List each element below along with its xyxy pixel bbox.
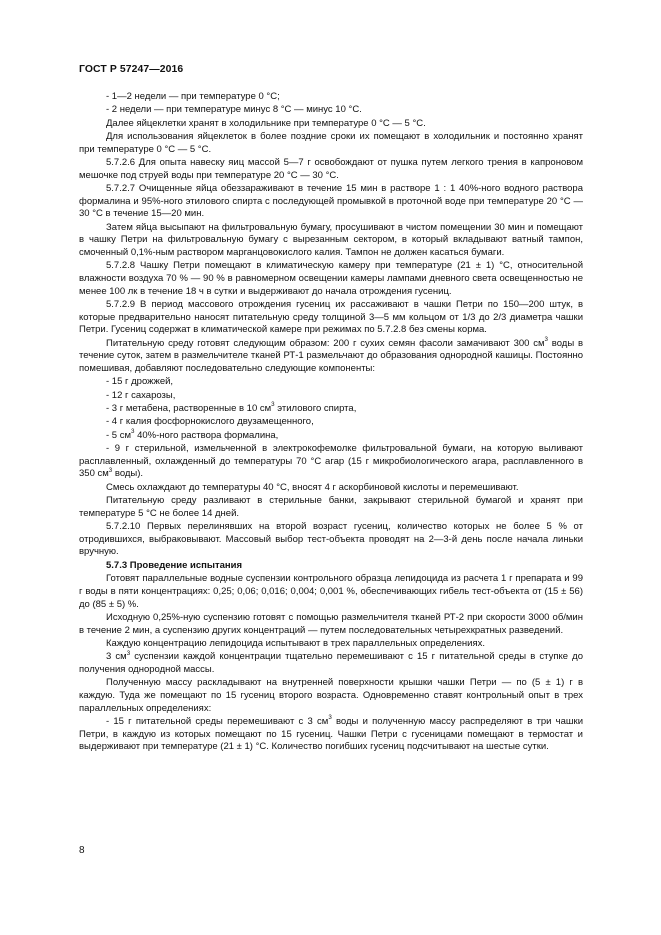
paragraph: 5.7.2.9 В период массового отрождения гусениц их рассаживают в чашки Петри по 150—200 штук, в которые предварительно наносят питательную среду толщиной 3—5 мм кольцом от 1/3 до 2/3 диаметра чашки Петри. Гусениц содержат в климатической камере при режимах по 5.7.2.8 без смены корма. [79,299,583,336]
paragraph: Затем яйца высыпают на фильтровальную бумагу, просушивают в чистом помещении 30 мин и помещают в чашку Петри на фильтровальную бумагу с вырезанным сектором, в который вкладывают ватный тампон, смоченный 0,1%-ным раствором марганцовокислого калия. Тампон не должен касаться бумаги. [79,221,583,258]
paragraph: Питательную среду готовят следующим образом: 200 г сухих семян фасоли замачивают 300 $см^3$ воды в течение суток, затем в размельчителе тканей РТ-1 размельчают до образования однородной кашицы. Постоянно помешивая, добавляют последовательно следующие компоненты: [79,336,584,375]
document-body [79,91,583,755]
list-item: - 12 г сахарозы, [106,389,176,401]
superscript-3: 3 [131,428,135,436]
section-heading: 5.7.3 Проведение испытания [106,560,243,571]
paragraph: Каждую концентрацию лепидоцида испытывают в трех параллельных определениях. [106,638,485,649]
page-number: 8 [79,845,85,856]
paragraph: 5.7.2.8 Чашку Петри помещают в климатическую камеру при температуре (21 ± 1) °С, относительной влажности воздуха 70 % — 90 % в равномерном освещении камеры лампами дневного света освещенностью не менее 100 лк в течение 18 ч в сутки и выдерживают до начала отрождения гусениц. [79,260,583,297]
list-item: - 15 г дрожжей, [106,376,174,388]
paragraph: Смесь охлаждают до температуры 40 °С, вносят 4 г аскорбиновой кислоты и перемешивают. [106,481,519,493]
paragraph: 3 $см^3$ суспензии каждой концентрации тщательно перемешивают с 15 г питательной среды в ступке до получения однородной массы. [79,649,583,675]
standard-header: ГОСТ Р 57247—2016 [79,64,184,75]
paragraph: Исходную 0,25%-ную суспензию готовят с помощью размельчителя тканей РТ-2 при скорости 3000 об/мин в течение 2 мин, а суспензию других концентраций — путем последовательных четырехкратных разведений. [79,612,583,636]
list-item: - 15 г питательной среды перемешивают с 3 $см^3$ воды и полученную массу распределяют в три чашки Петри, в каждую из которых помещают по 15 гусениц. Чашки Петри с гусеницами помещают в термостат и выдерживают при температуре (21 ± 1) °С. Количество погибших гусениц подсчитывают на шестые сутки. [79,714,583,753]
superscript-3: 3 [126,649,131,657]
paragraph: Готовят параллельные водные суспензии контрольного образца лепидоцида из расчета 1 г препарата и 99 г воды в пяти концентрациях: 0,25; 0,06; 0,016; 0,004; 0,001 %, обеспечивающих гибель тест-объекта от (15 ± 56) до (85 ± 5) %. [79,573,583,610]
paragraph: Далее яйцеклетки хранят в холодильнике при температуре 0 °С — 5 °С. [106,117,426,129]
list-item: - 2 недели — при температуре минус 8 °С — минус 10 °С. [106,104,362,116]
paragraph: 5.7.2.10 Первых перелинявших на второй возраст гусениц, количество которых не более 5 % от отродившихся, выбраковывают. Массовый выбор тест-объекта проводят на 2—3-й день после начала линьки вручную. [79,520,583,558]
list-item: - 1—2 недели — при температуре 0 °С; [106,91,280,102]
paragraph: Для использования яйцеклеток в более поздние сроки их помещают в холодильник и постоянно хранят при температуре 0 °С — 5 °С. [79,130,583,155]
superscript-3: 3 [108,466,113,474]
paragraph: 5.7.2.6 Для опыта навеску яиц массой 5—7 г освобождают от пушка путем легкого трения в капроновом мешочке под струей воды при температуре 20 °С — 30 °С. [79,156,583,181]
list-item: - 9 г стерильной, измельченной в электрокофемолке фильтровальной бумаги, на которую выливают расплавленный, охлажденный до температуры 70 °С агар (15 г микробиологического агара, расплавленного в 350 $см^3$ воды). [79,442,583,480]
paragraph: 5.7.2.7 Очищенные яйца обеззараживают в течение 15 мин в растворе 1 : 1 40%-ного водного раствора формалина и 95%-ного этилового спирта с последующей промывкой в проточной воде при температуре 20 °С — 30 °С в течение 15—20 мин. [79,182,583,220]
superscript-3: 3 [271,401,275,409]
list-item: - 3 г метабена, растворенные в 10 $см^3$ этилового спирта, [106,401,357,414]
superscript-3: 3 [544,336,548,344]
list-item: - 4 г калия фосфорнокислого двузамещенного, [106,416,314,428]
paragraph: Питательную среду разливают в стерильные банки, закрывают стерильной бумагой и хранят при температуре 5 °С не более 14 дней. [79,494,583,519]
paragraph: Полученную массу раскладывают на внутренней поверхности крышки чашки Петри — по (5 ± 1) г в каждую. Туда же помещают по 15 гусениц второго возраста. Одновременно ставят контрольный опыт в трех параллельных определениях: [79,677,583,714]
list-item: - 5 $см^3$ 40%-ного раствора формалина, [106,428,279,441]
superscript-3: 3 [328,714,332,722]
